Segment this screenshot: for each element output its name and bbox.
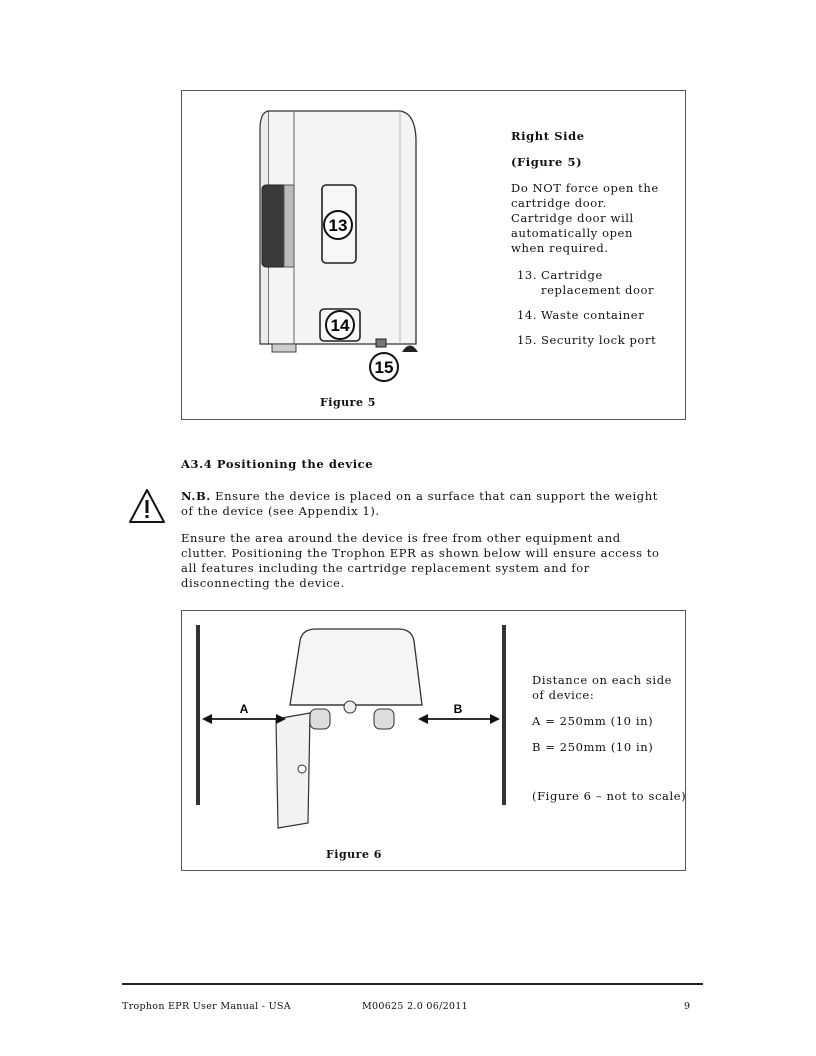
callout-15-label: 15	[374, 358, 394, 377]
callout-13-label: 13	[328, 216, 348, 235]
footer-title: Trophon EPR User Manual - USA	[122, 1001, 291, 1012]
list-item	[517, 333, 671, 348]
figure-6-legend	[532, 673, 687, 804]
scale-note: (Figure 6 – not to scale)	[532, 789, 687, 803]
figure-5-legend	[511, 129, 671, 358]
warning-note	[181, 489, 671, 519]
item-text: Cartridge replacement door	[541, 268, 655, 297]
label-a: A	[239, 702, 249, 716]
item-number: 13.	[517, 268, 538, 282]
legend-note: Do NOT force open the cartridge door. Cartridge door will automatically open when required.	[511, 181, 659, 255]
legend-subheading: (Figure 5)	[511, 155, 583, 169]
distance-title: Distance on each side of device:	[532, 673, 673, 702]
label-b: B	[453, 702, 463, 716]
legend-heading: Right Side	[511, 129, 585, 143]
page-number: 9	[684, 1001, 691, 1012]
footer-rule	[122, 983, 703, 985]
distance-a: A = 250mm (10 in)	[532, 714, 654, 728]
item-number: 15.	[517, 333, 538, 347]
figure-5-caption: Figure 5	[320, 396, 376, 409]
positioning-paragraph: Ensure the area around the device is free from other equipment and clutter. Positioning the Trophon EPR as shown below will ensure access to all features including the cartridge replacement system and for disconnecting the device.	[181, 531, 660, 590]
footer-doc-number: M00625 2.0 06/2011	[362, 1001, 468, 1012]
warning-text: Ensure the device is placed on a surface that can support the weight of the device (see Appendix 1).	[181, 489, 658, 518]
item-text: Security lock port	[541, 333, 657, 347]
device-right-side-illustration	[250, 99, 430, 389]
distance-b: B = 250mm (10 in)	[532, 740, 654, 754]
section-heading: A3.4 Positioning the device	[181, 457, 374, 471]
warning-triangle-icon	[128, 488, 166, 524]
item-text: Waste container	[541, 308, 645, 322]
warning-lead: N.B.	[181, 489, 211, 503]
device-top-view-illustration	[190, 623, 515, 838]
figure-6-caption: Figure 6	[326, 848, 382, 861]
figure-5-box	[181, 90, 686, 420]
list-item	[517, 308, 671, 323]
list-item	[517, 268, 671, 298]
callout-14-label: 14	[330, 316, 350, 335]
legend-items	[511, 268, 671, 348]
figure-6-box	[181, 610, 686, 871]
item-number: 14.	[517, 308, 538, 322]
